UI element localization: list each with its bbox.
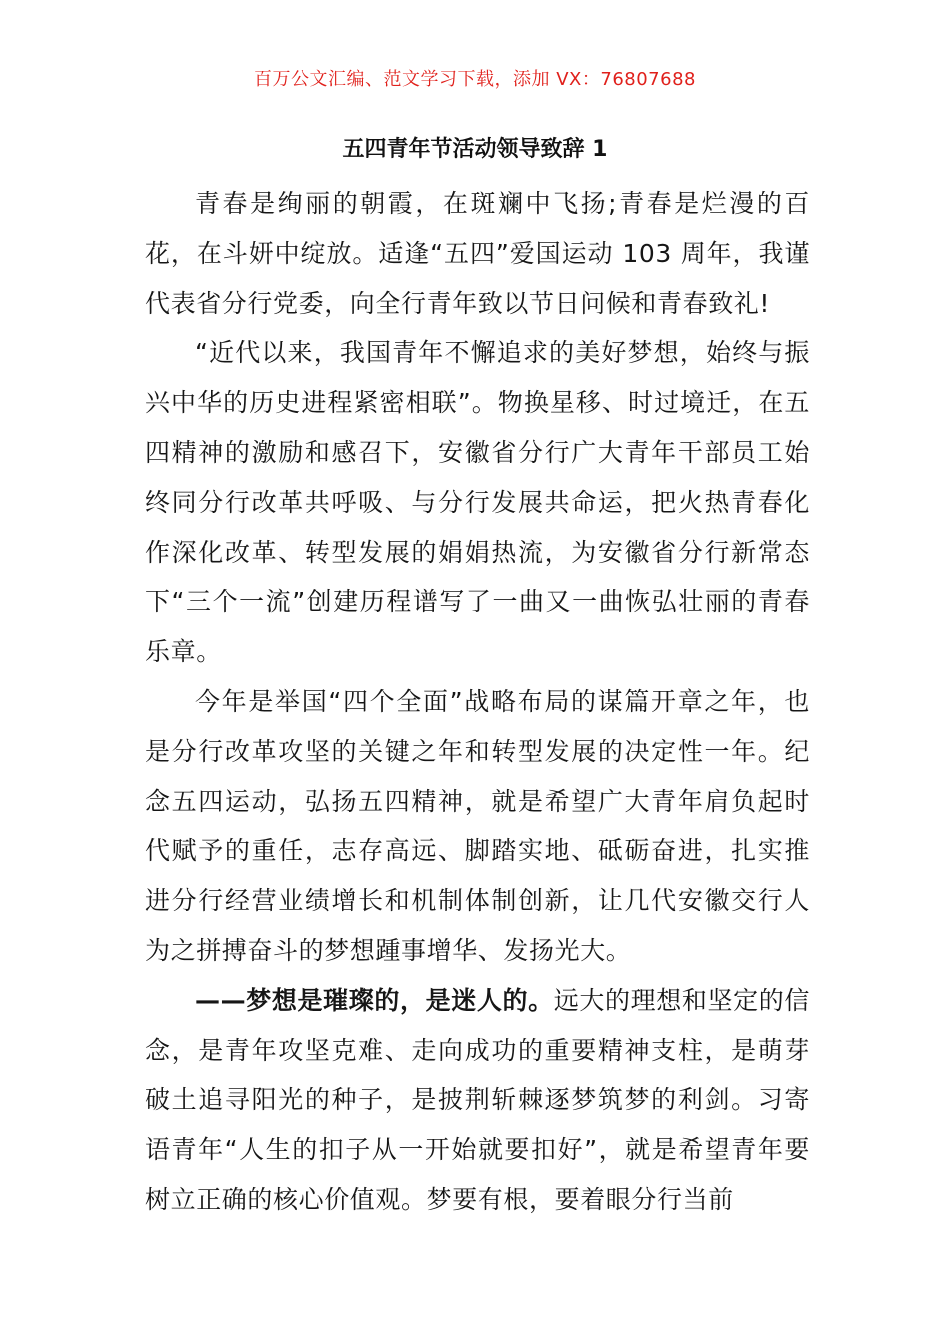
paragraph-4-text: 远大的理想和坚定的信念，是青年攻坚克难、走向成功的重要精神支柱，是萌芽破土追寻阳光的种子，是披荆斩棘逐梦筑梦的利剑。习寄语青年“人生的扣子从一开始就要扣好”，就是希望青年要树立正确的核心价值观。梦要有根，要着眼分行当前 (145, 985, 810, 1214)
paragraph-3-text: 今年是举国“四个全面”战略布局的谋篇开章之年，也是分行改革攻坚的关键之年和转型发展的决定性一年。纪念五四运动，弘扬五四精神，就是希望广大青年肩负起时代赋予的重任，志存高远、脚踏实地、砥砺奋进，扎实推进分行经营业绩增长和机制体制创新，让几代安徽交行人为之拼搏奋斗的梦想踵事增华、发扬光大。 (145, 686, 810, 965)
paragraph-2 (145, 328, 810, 677)
paragraph-1-text: 青春是绚丽的朝霞，在斑斓中飞扬;青春是烂漫的百花，在斗妍中绽放。适逢“五四”爱国运动 103 周年，我谨代表省分行党委，向全行青年致以节日问候和青春致礼! (145, 189, 810, 318)
paragraph-1 (145, 179, 810, 328)
paragraph-3 (145, 677, 810, 976)
paragraph-2-text: “近代以来，我国青年不懈追求的美好梦想，始终与振兴中华的历史进程紧密相联”。物换星移、时过境迁，在五四精神的激励和感召下，安徽省分行广大青年干部员工始终同分行改革共呼吸、与分行发展共命运，把火热青春化作深化改革、转型发展的娟娟热流，为安徽省分行新常态下“三个一流”创建历程谱写了一曲又一曲恢弘壮丽的青春乐章。 (145, 338, 810, 667)
paragraph-4 (145, 976, 810, 1225)
document-body (145, 179, 810, 1225)
document-title: 五四青年节活动领导致辞 1 (342, 137, 608, 162)
header-download-note: 百万公文汇编、范文学习下载，添加 VX：76807688 (254, 69, 696, 90)
paragraph-4-lead: ——梦想是璀璨的，是迷人的。 (195, 985, 554, 1015)
